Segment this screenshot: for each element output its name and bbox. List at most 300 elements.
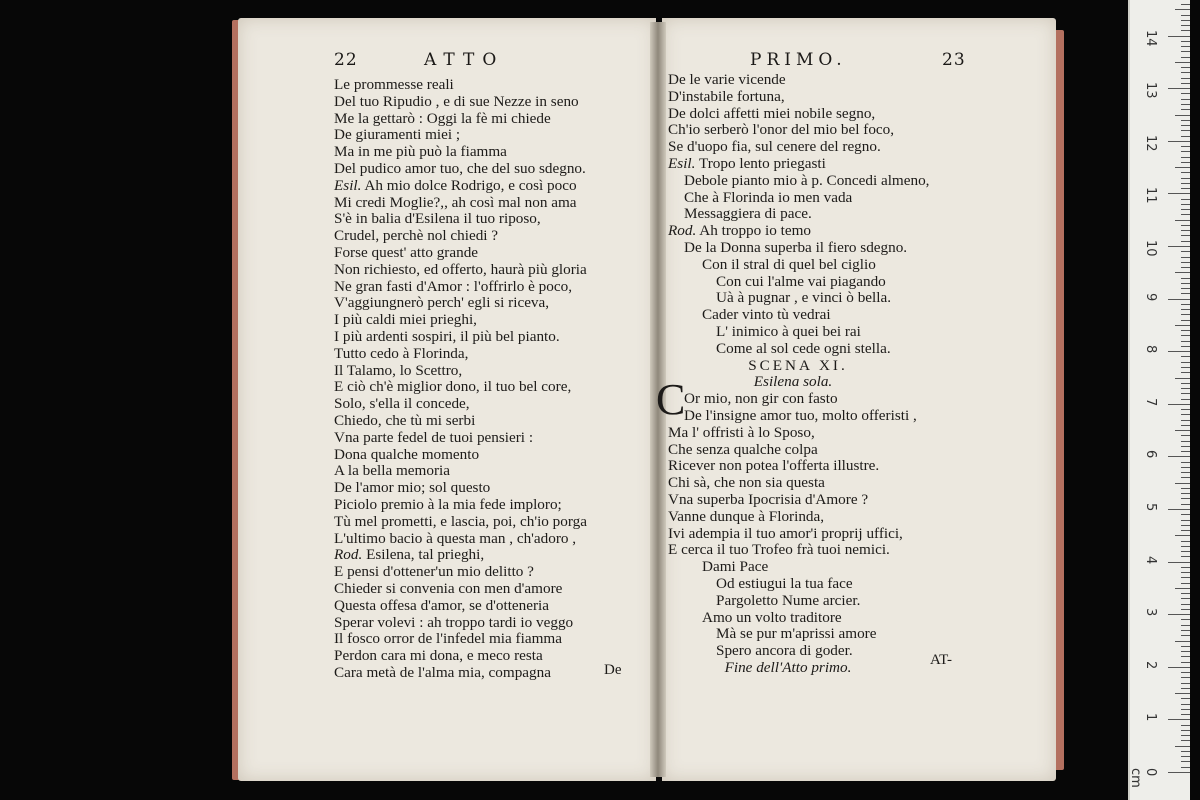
ruler-tick [1181,551,1190,552]
ruler-tick [1181,241,1190,242]
ruler-tick [1181,293,1190,294]
text-line [668,526,998,543]
line-text: Ah troppo io temo [699,222,812,240]
line-text: Forse quest' atto grande [334,243,479,261]
line-text: Cader vinto tù vedrai [702,306,831,324]
ruler-tick [1181,572,1190,573]
ruler-tick [1181,730,1190,731]
text-line [334,329,587,346]
ruler-number: 1 [1143,713,1158,722]
line-text: Ne gran fasti d'Amor : l'offrirlo è poco, [334,277,573,295]
text-line [334,581,587,598]
ruler-tick [1168,719,1190,720]
line-text: Tropo lento priegasti [698,154,826,172]
text-line [668,257,998,274]
line-text: Che senza qualche colpa [668,440,818,458]
ruler-tick [1181,467,1190,468]
line-text: Come al sol cede ogni stella. [716,339,891,357]
line-text: Sperar volevi : ah troppo tardi io veggo [334,613,574,631]
text-line [334,262,587,279]
ruler-tick [1175,588,1190,589]
ruler-number: 9 [1143,292,1158,301]
ruler-tick [1181,662,1190,663]
ruler-tick [1181,346,1190,347]
ruler-tick [1181,625,1190,626]
ruler-tick [1181,30,1190,31]
line-text: Ma l' offristi à lo Sposo, [668,423,815,441]
line-text: Chiedo, che tù mi serbi [334,411,476,429]
ruler-tick [1168,193,1190,194]
line-text: E cerca il tuo Trofeo frà tuoi nemici. [668,541,890,559]
ruler-tick [1181,83,1190,84]
speaker-label: Rod. [668,222,697,240]
ruler-tick [1181,230,1190,231]
ruler-tick [1181,15,1190,16]
ruler-tick [1168,456,1190,457]
ruler-tick [1181,767,1190,768]
line-text: A la bella memoria [334,462,450,480]
line-text: Tù mel prometti, e lascia, poi, ch'io porga [334,512,587,530]
text-line [668,509,998,526]
ruler-tick [1175,62,1190,63]
ruler-tick [1181,204,1190,205]
text-line [334,631,587,648]
text-line [334,480,587,497]
ruler-tick [1181,477,1190,478]
ruler-tick [1181,761,1190,762]
ruler-tick [1181,656,1190,657]
line-text: L' inimico à quei bei rai [716,322,861,340]
ruler-tick [1181,162,1190,163]
ruler-tick [1181,78,1190,79]
line-text: E ciò ch'è miglior dono, il tuo bel core, [334,378,572,396]
ruler-number: 7 [1143,397,1158,407]
ruler-tick [1181,646,1190,647]
ruler-tick [1181,541,1190,542]
ruler-tick [1168,36,1190,37]
text-line [668,475,998,492]
ruler-tick [1181,546,1190,547]
line-text: Il Talamo, lo Scettro, [334,361,463,379]
ruler-tick [1181,446,1190,447]
ruler-number: 14 [1143,29,1158,47]
line-text: Non richiesto, ed offerto, haurà più gloria [334,260,587,278]
line-text: Tutto cedo à Florinda, [334,344,469,362]
line-text: I più ardenti sospiri, il più bel pianto. [334,327,560,345]
text-line [334,127,587,144]
ruler-tick [1181,130,1190,131]
ruler-tick [1181,104,1190,105]
ruler-tick [1181,362,1190,363]
ruler-tick [1181,146,1190,147]
line-text: Solo, s'ella il concede, [334,395,470,413]
line-text: De l'amor mio; sol questo [334,479,491,497]
line-text: Uà à pugnar , e vinci ò bella. [716,289,892,307]
ruler-tick [1168,141,1190,142]
text-line [334,346,587,363]
ruler-tick [1181,577,1190,578]
line-text: Se d'uopo fia, sul cenere del regno. [668,138,881,156]
text-line [334,531,587,548]
ruler-tick [1181,688,1190,689]
text-line [668,408,998,425]
text-line [334,665,587,682]
text-line [668,106,998,123]
ruler-tick [1181,756,1190,757]
ruler-tick [1181,414,1190,415]
ruler-tick [1181,498,1190,499]
text-line [334,295,587,312]
line-text: Questa offesa d'amor, se d'otteneria [334,596,550,614]
ruler-tick [1181,525,1190,526]
text-line [334,396,587,413]
text-line [334,379,587,396]
line-text: Dona qualche momento [334,445,480,463]
text-line [668,391,998,408]
ruler-number: 4 [1143,555,1158,564]
ruler-number: 10 [1143,240,1158,257]
ruler-tick [1181,20,1190,21]
text-line [668,156,998,173]
line-text: V'aggiungnerò perch' egli si riceva, [334,294,550,312]
ruler-tick [1181,320,1190,321]
ruler-tick [1181,109,1190,110]
ruler-tick [1181,619,1190,620]
ruler-tick [1181,46,1190,47]
line-text: D'instabile fortuna, [668,87,785,105]
line-text: Vna parte fedel de tuoi pensieri : [334,428,534,446]
ruler-tick [1168,404,1190,405]
text-line [668,324,998,341]
text-line [668,139,998,156]
ruler-tick [1181,225,1190,226]
line-text: S'è in balia d'Esilena il tuo riposo, [334,210,541,228]
line-text: Ricever non potea l'offerta illustre. [668,457,880,475]
text-line [668,425,998,442]
text-line [334,598,587,615]
ruler-tick [1181,751,1190,752]
left-page-number: 22 [334,50,358,70]
scene-title: SCENA XI. [748,356,848,374]
ruler-tick [1181,257,1190,258]
ruler-tick [1181,635,1190,636]
ruler-tick [1181,493,1190,494]
ruler-tick [1181,593,1190,594]
line-text: Il fosco orror de l'infedel mia fiamma [334,630,562,648]
ruler-tick [1181,714,1190,715]
ruler-tick [1181,672,1190,673]
right-running-head: PRIMO. [750,50,847,70]
text-line [334,430,587,447]
right-catchword: AT- [930,652,952,668]
text-line [668,122,998,139]
text-line [334,564,587,581]
ruler-tick [1181,388,1190,389]
line-text: Ch'io serberò l'onor del mio bel foco, [668,121,895,139]
text-line [668,576,998,593]
ruler-number: 2 [1143,660,1158,670]
line-text: L'ultimo bacio à questa man , ch'adoro , [334,529,577,547]
text-line [334,463,587,480]
ruler-number: 3 [1143,608,1158,617]
line-text: Cara metà de l'alma mia, compagna [334,663,551,681]
ruler-tick [1181,57,1190,58]
line-text: Messaggiera di pace. [684,205,812,223]
ruler-tick [1181,451,1190,452]
ruler-tick [1181,304,1190,305]
ruler-tick [1168,246,1190,247]
ruler-number: 8 [1143,345,1158,354]
text-line [668,610,998,627]
fine-label: Fine dell'Atto primo. [724,658,852,676]
ruler-number: 13 [1143,82,1158,99]
ruler-tick [1181,67,1190,68]
text-line [334,497,587,514]
ruler-tick [1181,157,1190,158]
text-line [668,223,998,240]
right-page-text [668,72,998,677]
ruler-tick [1181,278,1190,279]
ruler-tick [1181,372,1190,373]
ruler-tick [1181,556,1190,557]
ruler-tick [1181,335,1190,336]
left-catchword: De [604,662,622,678]
text-line [334,279,587,296]
text-line [668,240,998,257]
ruler-tick [1181,735,1190,736]
scene-subtitle: Esilena sola. [753,373,833,391]
ruler-tick [1175,641,1190,642]
text-line [668,542,998,559]
ruler-tick [1181,393,1190,394]
ruler-tick [1181,136,1190,137]
line-text: Ma in me più può la fiamma [334,143,507,161]
ruler-tick [1181,530,1190,531]
line-text: De le varie vicende [668,71,786,88]
ruler-tick [1181,330,1190,331]
ruler-tick [1181,99,1190,100]
line-text: Le prommesse reali [334,76,454,93]
ruler-tick [1175,535,1190,536]
line-text: I più caldi miei prieghi, [334,311,477,329]
line-text: Debole pianto mio à p. Concedi almeno, [684,171,930,189]
ruler-tick [1181,441,1190,442]
text-line [334,178,587,195]
ruler-tick [1168,562,1190,563]
ruler-tick [1175,378,1190,379]
line-text: Dami Pace [702,558,769,576]
ruler-tick [1168,772,1190,773]
right-page-number: 23 [942,50,966,70]
ruler-tick [1181,609,1190,610]
text-line [334,413,587,430]
line-text: Amo un volto traditore [702,608,842,626]
text-line [334,144,587,161]
ruler-tick [1181,93,1190,94]
speaker-label: Esil. [334,176,362,194]
text-line [668,341,998,358]
text-line [334,547,587,564]
measurement-ruler [1128,0,1190,800]
text-line [334,195,587,212]
ruler-tick [1181,399,1190,400]
ruler-tick [1181,677,1190,678]
text-line [668,559,998,576]
ruler-tick [1181,178,1190,179]
line-text: Pargoletto Nume arcier. [716,591,861,609]
speaker-label: Esil. [668,154,696,172]
line-text: Esilena, tal prieghi, [366,546,485,564]
ruler-tick [1175,746,1190,747]
line-text: Crudel, perchè nol chiedi ? [334,227,499,245]
ruler-tick [1181,309,1190,310]
text-line [668,72,998,89]
ruler-tick [1181,683,1190,684]
ruler-tick [1168,614,1190,615]
line-text: De giuramenti miei ; [334,126,461,144]
ruler-tick [1181,520,1190,521]
ruler-tick [1181,172,1190,173]
line-text: De l'insigne amor tuo, molto offeristi , [684,406,917,424]
ruler-tick [1181,283,1190,284]
ruler-tick [1168,351,1190,352]
text-line [668,492,998,509]
ruler-tick [1181,288,1190,289]
speaker-label: Rod. [334,546,363,564]
line-text: Chi sà, che non sia questa [668,474,825,492]
text-line [334,228,587,245]
line-text: Del tuo Ripudio , e di sue Nezze in seno [334,92,579,110]
ruler-tick [1175,9,1190,10]
ruler-tick [1181,267,1190,268]
ruler-number: 5 [1143,503,1158,512]
ruler-tick [1181,25,1190,26]
line-text: Che à Florinda io men vada [684,188,853,206]
text-line [334,211,587,228]
ruler-tick [1175,115,1190,116]
ruler-tick [1181,214,1190,215]
ruler-tick [1175,220,1190,221]
text-line [334,514,587,531]
ruler-tick [1175,325,1190,326]
line-text: Vanne dunque à Florinda, [668,507,825,525]
text-line [668,593,998,610]
line-text: Chieder si convenia con men d'amore [334,579,563,597]
text-line [668,190,998,207]
line-text: Mi credi Moglie?,, ah così mal non ama [334,193,577,211]
ruler-tick [1181,235,1190,236]
left-page-text [334,77,587,682]
text-line [668,458,998,475]
line-text: Od estiugui la tua face [716,574,853,592]
ruler-tick [1181,367,1190,368]
drop-cap: C [656,375,686,424]
ruler-tick [1175,430,1190,431]
ruler-number: 6 [1143,450,1158,459]
text-line [334,447,587,464]
left-running-head: ATTO [424,50,505,70]
ruler-tick [1181,41,1190,42]
ruler-tick [1181,183,1190,184]
ruler-tick [1181,740,1190,741]
line-text: Perdon cara mi dona, e meco resta [334,647,543,665]
line-text: E pensi d'ottener'un mio delitto ? [334,563,534,581]
ruler-tick [1181,583,1190,584]
ruler-tick [1175,693,1190,694]
ruler-tick [1175,483,1190,484]
ruler-tick [1181,125,1190,126]
text-line [334,363,587,380]
text-line [668,89,998,106]
line-text: Piciolo premio à la mia fede imploro; [334,495,562,513]
ruler-tick [1181,598,1190,599]
ruler-tick [1181,425,1190,426]
text-line [334,615,587,632]
line-text: Ah mio dolce Rodrigo, e così poco [364,176,577,194]
text-line [334,161,587,178]
ruler-tick [1181,188,1190,189]
ruler-tick [1181,472,1190,473]
text-line [334,77,587,94]
ruler-number: 12 [1143,134,1158,152]
ruler-tick [1181,262,1190,263]
text-line [668,442,998,459]
ruler-tick [1181,604,1190,605]
line-text: Ivi adempia il tuo amor'i proprij uffici, [668,524,903,542]
line-text: Mà se pur m'aprissi amore [716,625,877,643]
line-text: Del pudico amor tuo, che del suo sdegno. [334,159,586,177]
ruler-tick [1181,630,1190,631]
text-line [668,274,998,291]
ruler-tick [1181,209,1190,210]
text-line [668,307,998,324]
text-line [334,648,587,665]
text-line [334,94,587,111]
ruler-tick [1168,509,1190,510]
ruler-tick [1181,420,1190,421]
ruler-tick [1181,72,1190,73]
ruler-tick [1181,462,1190,463]
line-text: Con il stral di quel bel ciglio [702,255,876,273]
ruler-tick [1181,488,1190,489]
line-text: Con cui l'alme vai piagando [716,272,886,290]
ruler-tick [1181,151,1190,152]
ruler-tick [1168,299,1190,300]
line-text: Or mio, non gir con fasto [684,390,838,408]
ruler-tick [1181,314,1190,315]
ruler-tick [1181,341,1190,342]
ruler-tick [1181,651,1190,652]
text-line [668,206,998,223]
ruler-tick [1181,725,1190,726]
ruler-tick [1181,120,1190,121]
ruler-tick [1181,356,1190,357]
text-line [334,245,587,262]
ruler-tick [1181,383,1190,384]
ruler-tick [1175,167,1190,168]
ruler-tick [1181,199,1190,200]
ruler-tick [1181,709,1190,710]
text-line [668,626,998,643]
text-line [668,173,998,190]
ruler-tick [1181,409,1190,410]
text-line [334,312,587,329]
ruler-number: 11 [1143,187,1158,204]
line-text: De dolci affetti miei nobile segno, [668,104,876,122]
ruler-tick [1181,514,1190,515]
ruler-tick [1181,51,1190,52]
ruler-tick [1181,698,1190,699]
